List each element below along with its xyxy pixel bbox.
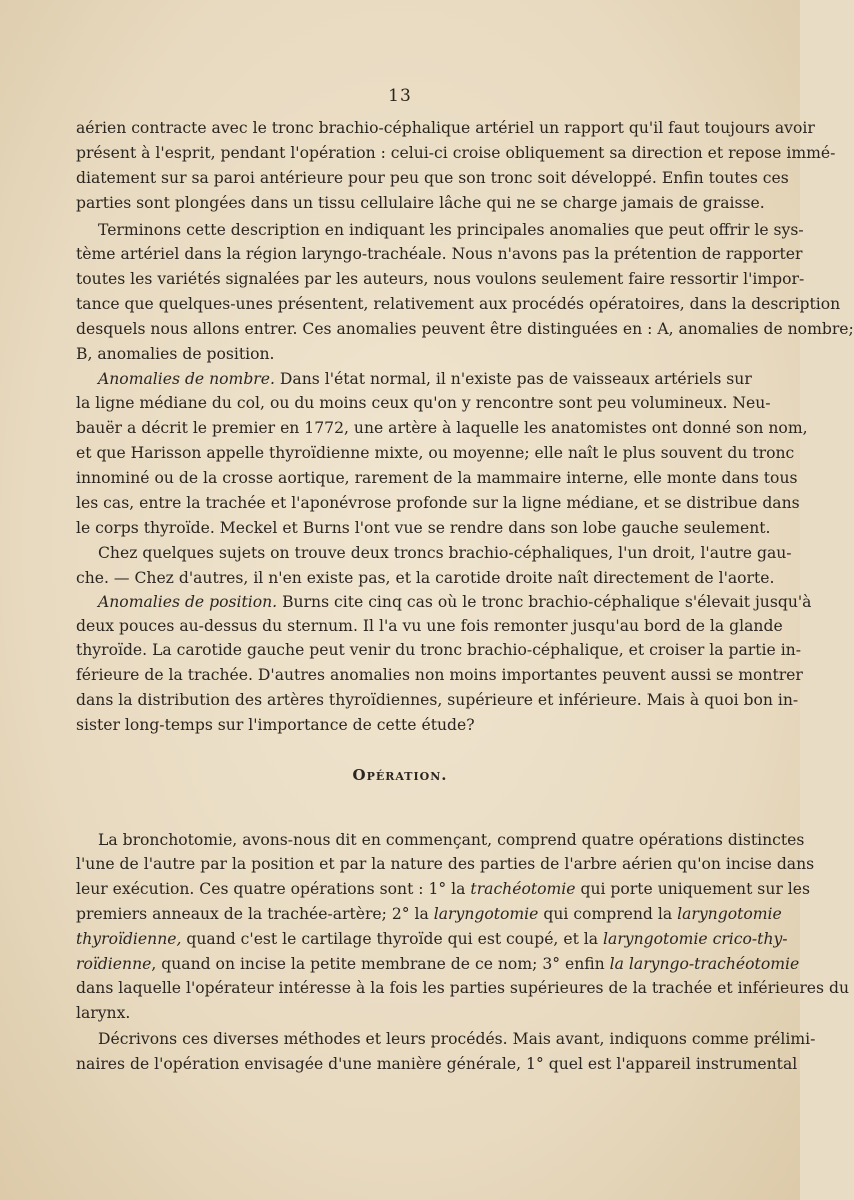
text-segment: Chez quelques sujets on trouve deux troncs brachio-céphaliques, l'un droit, l'autre gau- bbox=[98, 544, 792, 562]
text-line bbox=[76, 976, 849, 1000]
italic-segment: laryngotomie bbox=[433, 905, 539, 923]
text-line bbox=[76, 566, 775, 590]
text-segment: quand c'est le cartilage thyroïde qui est coupé, et la bbox=[181, 930, 604, 948]
text-segment: tance que quelques-unes présentent, relativement aux procédés opératoires, dans la description bbox=[76, 295, 841, 313]
text-line bbox=[76, 902, 782, 926]
text-line bbox=[76, 317, 854, 341]
text-segment: dans la distribution des artères thyroïdiennes, supérieure et inférieure. Mais à quoi bon in- bbox=[76, 691, 799, 709]
text-line bbox=[76, 1001, 704, 1025]
text-line bbox=[76, 267, 805, 291]
text-line bbox=[76, 292, 841, 316]
italic-segment: Anomalies de nombre. bbox=[98, 370, 275, 388]
text-line bbox=[76, 141, 836, 165]
text-line bbox=[76, 663, 803, 687]
text-line bbox=[76, 1052, 798, 1076]
text-line bbox=[76, 952, 800, 976]
text-segment: leur exécution. Ces quatre opérations sont : 1° la bbox=[76, 880, 471, 898]
text-segment: Décrivons ces diverses méthodes et leurs procédés. Mais avant, indiquons comme prélimi- bbox=[98, 1030, 816, 1048]
text-segment: deux pouces au-dessus du sternum. Il l'a vu une fois remonter jusqu'au bord de la glande bbox=[76, 617, 783, 635]
text-line bbox=[98, 590, 812, 614]
text-segment: La bronchotomie, avons-nous dit en commençant, comprend quatre opérations distinctes bbox=[98, 831, 805, 849]
section-heading: Opération. bbox=[352, 766, 448, 784]
text-segment: innominé ou de la crosse aortique, rarement de la mammaire interne, elle monte dans tous bbox=[76, 469, 798, 487]
text-segment: B, anomalies de position. bbox=[76, 345, 275, 363]
text-line bbox=[98, 1027, 816, 1051]
text-line bbox=[76, 927, 788, 951]
text-segment: toutes les variétés signalées par les auteurs, nous voulons seulement faire ressortir l'impor- bbox=[76, 270, 805, 288]
text-segment: l'une de l'autre par la position et par la nature des parties de l'arbre aérien qu'on incise dans bbox=[76, 855, 815, 873]
text-segment: , quand on incise la petite membrane de ce nom; 3° enfin bbox=[151, 955, 610, 973]
text-line bbox=[76, 391, 771, 415]
text-line bbox=[76, 688, 799, 712]
text-line bbox=[76, 116, 815, 140]
text-line bbox=[76, 516, 771, 540]
text-segment: les cas, entre la trachée et l'aponévrose profonde sur la ligne médiane, et se distribue dans bbox=[76, 494, 800, 512]
text-segment: naires de l'opération envisagée d'une manière générale, 1° quel est l'appareil instrumental bbox=[76, 1055, 798, 1073]
text-segment: dans laquelle l'opérateur intéresse à la fois les parties supérieures de la trachée et inférieures du bbox=[76, 979, 849, 997]
text-segment: desquels nous allons entrer. Ces anomalies peuvent être distinguées en : A, anomalies de nombre; bbox=[76, 320, 854, 338]
italic-segment: roïdienne bbox=[76, 955, 152, 973]
text-line bbox=[98, 541, 792, 565]
text-line bbox=[76, 877, 810, 901]
italic-segment: trachéotomie bbox=[470, 880, 576, 898]
text-line bbox=[98, 828, 805, 852]
text-line bbox=[76, 342, 704, 366]
text-line bbox=[76, 466, 798, 490]
text-line bbox=[98, 367, 752, 391]
text-line bbox=[76, 191, 765, 215]
text-segment: le corps thyroïde. Meckel et Burns l'ont vue se rendre dans son lobe gauche seulement. bbox=[76, 519, 771, 537]
text-segment: Terminons cette description en indiquant les principales anomalies que peut offrir le sys- bbox=[98, 221, 804, 239]
text-line bbox=[76, 713, 704, 737]
text-line bbox=[76, 614, 783, 638]
text-segment: aérien contracte avec le tronc brachio-céphalique artériel un rapport qu'il faut toujours avoir bbox=[76, 119, 815, 137]
text-segment: parties sont plongées dans un tissu cellulaire lâche qui ne se charge jamais de graisse. bbox=[76, 194, 765, 212]
text-segment: la ligne médiane du col, ou du moins ceux qu'on y rencontre sont peu volumineux. Neu- bbox=[76, 394, 771, 412]
text-segment: Dans l'état normal, il n'existe pas de vaisseaux artériels sur bbox=[274, 370, 752, 388]
italic-segment: la laryngo-trachéotomie bbox=[609, 955, 800, 973]
text-line bbox=[76, 852, 815, 876]
text-segment: che. — Chez d'autres, il n'en existe pas, et la carotide droite naît directement de l'aorte. bbox=[76, 569, 775, 587]
italic-segment: Anomalies de position. bbox=[98, 593, 278, 611]
text-segment: qui comprend la bbox=[538, 905, 678, 923]
italic-segment: laryngotomie crico-thy- bbox=[603, 930, 788, 948]
text-segment: présent à l'esprit, pendant l'opération : celui-ci croise obliquement sa direction et repose immé- bbox=[76, 144, 836, 162]
text-segment: qui porte uniquement sur les bbox=[575, 880, 810, 898]
page-number: 13 bbox=[388, 86, 412, 106]
text-segment: larynx. bbox=[76, 1004, 131, 1022]
text-segment: Burns cite cinq cas où le tronc brachio-céphalique s'élevait jusqu'à bbox=[277, 593, 812, 611]
text-segment: bauër a décrit le premier en 1772, une artère à laquelle les anatomistes ont donné son nom, bbox=[76, 419, 808, 437]
italic-segment: thyroïdienne, bbox=[76, 930, 182, 948]
text-line bbox=[76, 441, 795, 465]
text-segment: tème artériel dans la région laryngo-trachéale. Nous n'avons pas la prétention de rapporter bbox=[76, 245, 803, 263]
text-line bbox=[76, 416, 808, 440]
text-line bbox=[76, 166, 789, 190]
italic-segment: laryngotomie bbox=[677, 905, 782, 923]
text-segment: thyroïde. La carotide gauche peut venir du tronc brachio-céphalique, et croiser la partie in- bbox=[76, 641, 801, 659]
text-segment: sister long-temps sur l'importance de cette étude? bbox=[76, 716, 475, 734]
text-line bbox=[76, 491, 800, 515]
text-segment: diatement sur sa paroi antérieure pour peu que son tronc soit développé. Enfin toutes ces bbox=[76, 169, 789, 187]
text-segment: férieure de la trachée. D'autres anomalies non moins importantes peuvent aussi se montrer bbox=[76, 666, 803, 684]
text-segment: et que Harisson appelle thyroïdienne mixte, ou moyenne; elle naît le plus souvent du tronc bbox=[76, 444, 795, 462]
text-line bbox=[76, 242, 803, 266]
text-line bbox=[98, 218, 804, 242]
text-line bbox=[76, 638, 801, 662]
text-segment: premiers anneaux de la trachée-artère; 2° la bbox=[76, 905, 434, 923]
